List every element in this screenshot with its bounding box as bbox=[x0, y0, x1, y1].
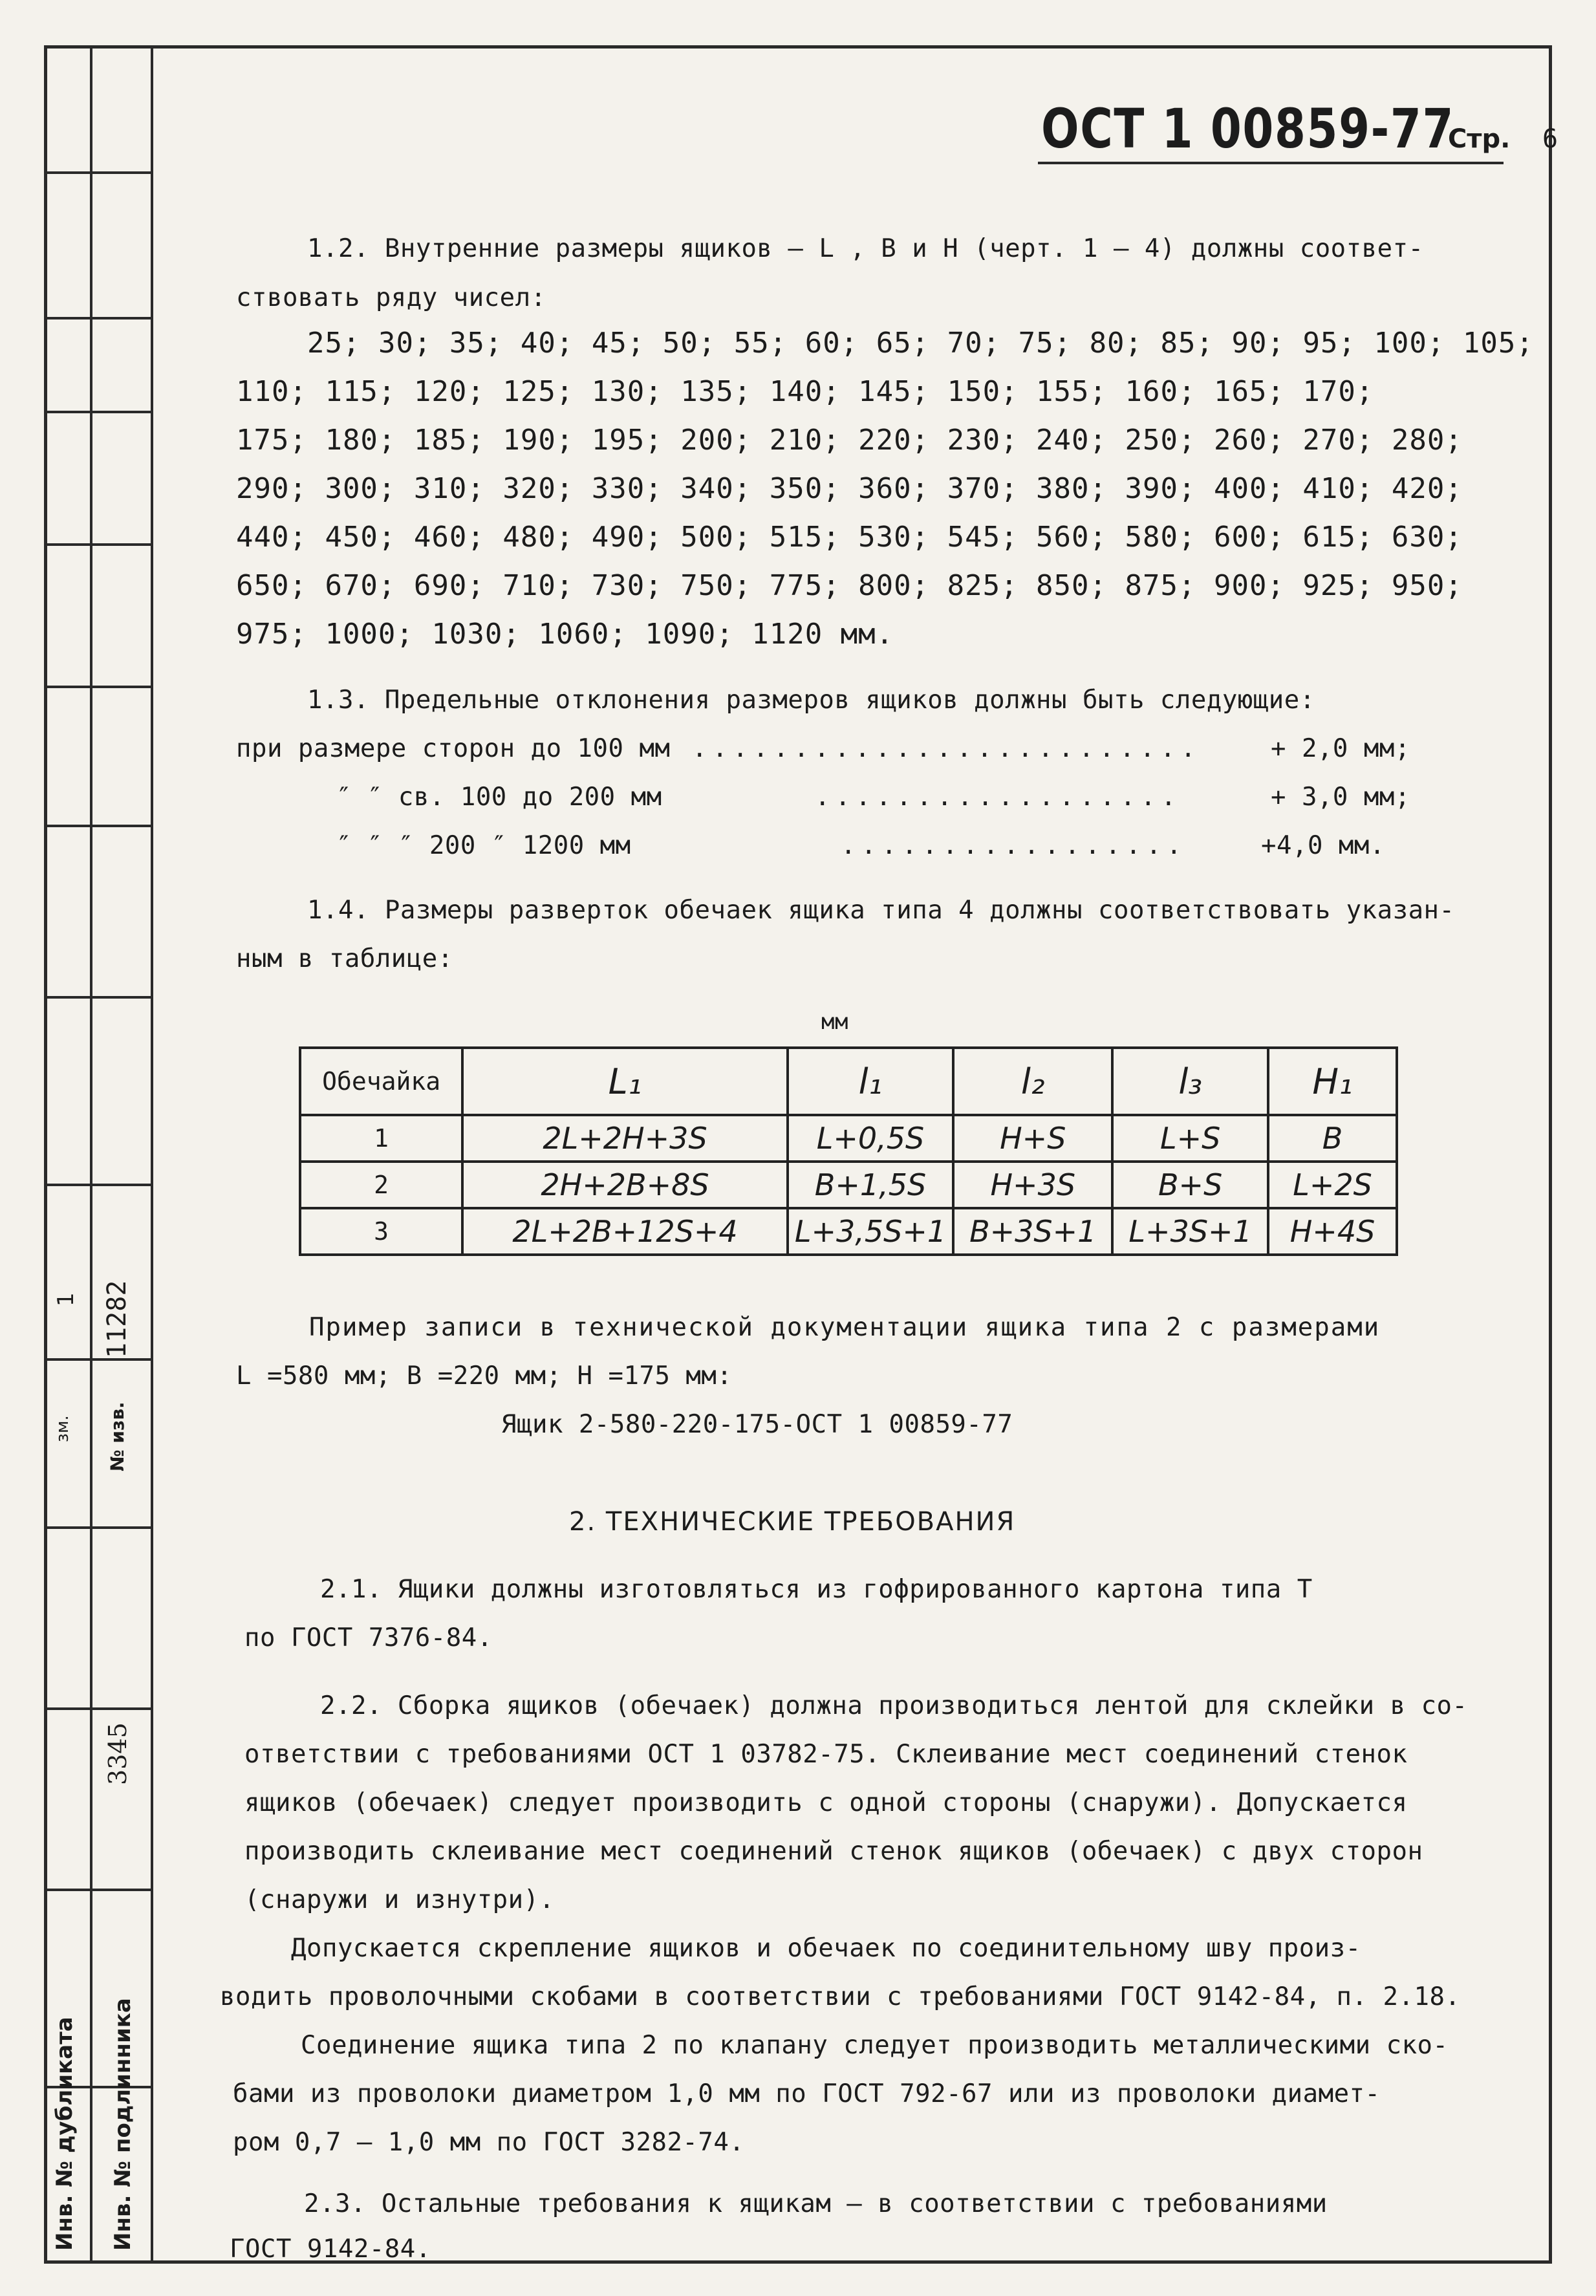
table-cell: 2L+2H+3S bbox=[462, 1115, 788, 1162]
example-line: Пример записи в технической документации ящика типа 2 с размерами bbox=[309, 1313, 1381, 1342]
inv-duplicate-label: Инв. № дубликата bbox=[52, 2017, 78, 2251]
para-2-2-line: ответствии с требованиями ОСТ 1 03782-75. Склеивание мест соединений стенок bbox=[244, 1740, 1408, 1769]
table-cell: 3 bbox=[300, 1208, 462, 1255]
archive-number: 3345 bbox=[103, 1722, 132, 1785]
dot-leader: ......................... bbox=[692, 734, 1201, 763]
para-2-2-line: 2.2. Сборка ящиков (обечаек) должна производиться лентой для склейки в со- bbox=[320, 1691, 1468, 1720]
para-2-2-line: ящиков (обечаек) следует производить с одной стороны (снаружи). Допускается bbox=[244, 1788, 1408, 1817]
page-header bbox=[1041, 97, 1558, 160]
dot-leader: ................. bbox=[841, 831, 1187, 860]
table-unit: мм bbox=[821, 1009, 848, 1035]
dot-leader: .................. bbox=[815, 783, 1181, 812]
table-row bbox=[300, 1162, 1397, 1208]
table-cell: B bbox=[1268, 1115, 1397, 1162]
table-header-cell: Обечайка bbox=[300, 1048, 462, 1115]
para-staple-line: водить проволочными скобами в соответствии с требованиями ГОСТ 9142-84, п. 2.18. bbox=[220, 1982, 1461, 2011]
table-row bbox=[300, 1115, 1397, 1162]
sidebar-divider bbox=[44, 1184, 153, 1186]
table-cell: B+S bbox=[1112, 1162, 1268, 1208]
para-type2-line: ром 0,7 – 1,0 мм по ГОСТ 3282-74. bbox=[233, 2128, 745, 2157]
table-cell: L+S bbox=[1112, 1115, 1268, 1162]
para-2-3-line: 2.3. Остальные требования к ящикам – в соответствии с требованиями bbox=[304, 2189, 1328, 2218]
table-cell: B+1,5S bbox=[788, 1162, 953, 1208]
tolerance-row-2-value: + 3,0 мм; bbox=[1271, 783, 1410, 812]
sidebar-column-2 bbox=[90, 45, 153, 2264]
number-series-line: 175; 180; 185; 190; 195; 200; 210; 220; 230; 240; 250; 260; 270; 280; bbox=[236, 424, 1463, 457]
para-1-4-line: ным в таблице: bbox=[236, 944, 453, 973]
para-type2-line: бами из проволоки диаметром 1,0 мм по ГОСТ 792-67 или из проволоки диамет- bbox=[233, 2079, 1381, 2108]
para-2-1-line: 2.1. Ящики должны изготовляться из гофрированного картона типа Т bbox=[320, 1575, 1313, 1604]
page-label: Стр. bbox=[1447, 124, 1511, 154]
para-2-2-line: (снаружи и изнутри). bbox=[244, 1885, 555, 1914]
table-cell: L+3S+1 bbox=[1112, 1208, 1268, 1255]
header-rule bbox=[1038, 162, 1504, 164]
document-id: ОСТ 1 00859-77 bbox=[1041, 97, 1455, 160]
izv-number: 11282 bbox=[102, 1280, 132, 1358]
table-header-cell: l₃ bbox=[1112, 1048, 1268, 1115]
example-designation: Ящик 2-580-220-175-ОСТ 1 00859-77 bbox=[501, 1410, 1013, 1439]
table-header-row bbox=[300, 1048, 1397, 1115]
para-staple-line: Допускается скрепление ящиков и обечаек по соединительному шву произ- bbox=[291, 1934, 1361, 1963]
sidebar-divider bbox=[44, 686, 153, 688]
section-2-heading: 2. ТЕХНИЧЕСКИЕ ТРЕБОВАНИЯ bbox=[569, 1507, 1016, 1537]
number-series-line: 440; 450; 460; 480; 490; 500; 515; 530; 545; 560; 580; 600; 615; 630; bbox=[236, 521, 1463, 554]
para-1-2-line: ствовать ряду чисел: bbox=[236, 283, 546, 312]
sidebar-divider bbox=[44, 825, 153, 827]
inv-original-label: Инв. № подлинника bbox=[110, 1998, 136, 2251]
table-cell: 2 bbox=[300, 1162, 462, 1208]
number-series-line: 290; 300; 310; 320; 330; 340; 350; 360; 370; 380; 390; 400; 410; 420; bbox=[236, 472, 1463, 505]
sidebar-divider bbox=[44, 1526, 153, 1529]
table-cell: H+4S bbox=[1268, 1208, 1397, 1255]
table-cell: H+3S bbox=[953, 1162, 1112, 1208]
para-1-3-line: 1.3. Предельные отклонения размеров ящиков должны быть следующие: bbox=[307, 686, 1315, 715]
para-2-1-line: по ГОСТ 7376-84. bbox=[244, 1623, 493, 1652]
tolerance-row-1-label: при размере сторон до 100 мм bbox=[236, 734, 671, 763]
table-cell: B+3S+1 bbox=[953, 1208, 1112, 1255]
table-header-cell: l₂ bbox=[953, 1048, 1112, 1115]
number-series-line: 25; 30; 35; 40; 45; 50; 55; 60; 65; 70; 75; 80; 85; 90; 95; 100; 105; bbox=[307, 327, 1534, 360]
example-dimensions: L =580 мм; B =220 мм; H =175 мм: bbox=[236, 1361, 733, 1391]
number-series-line: 650; 670; 690; 710; 730; 750; 775; 800; 825; 850; 875; 900; 925; 950; bbox=[236, 569, 1463, 602]
table-header-cell: H₁ bbox=[1268, 1048, 1397, 1115]
sidebar-divider bbox=[44, 171, 153, 174]
table-cell: 2H+2B+8S bbox=[462, 1162, 788, 1208]
izv-label: № изв. bbox=[107, 1402, 128, 1471]
tolerance-row-3-label: ″ ″ ″ 200 ″ 1200 мм bbox=[336, 831, 631, 860]
tolerance-row-3-value: +4,0 мм. bbox=[1261, 831, 1385, 860]
table-header-cell: l₁ bbox=[788, 1048, 953, 1115]
table-cell: L+0,5S bbox=[788, 1115, 953, 1162]
izm-label: зм. bbox=[53, 1415, 72, 1442]
sidebar-divider bbox=[44, 1707, 153, 1710]
shell-dimensions-table bbox=[299, 1046, 1398, 1256]
sidebar-divider bbox=[44, 317, 153, 319]
para-2-3-line: ГОСТ 9142-84. bbox=[230, 2235, 431, 2264]
sidebar-divider bbox=[44, 1889, 153, 1891]
table-cell: H+S bbox=[953, 1115, 1112, 1162]
para-1-4-line: 1.4. Размеры разверток обечаек ящика типа 4 должны соответствовать указан- bbox=[307, 896, 1455, 925]
sidebar-divider bbox=[44, 1358, 153, 1361]
sidebar-divider bbox=[44, 411, 153, 413]
para-type2-line: Соединение ящика типа 2 по клапану следует производить металлическими ско- bbox=[301, 2031, 1449, 2060]
izm-value: 1 bbox=[53, 1292, 79, 1306]
tolerance-row-2-label: ″ ″ св. 100 до 200 мм bbox=[336, 783, 662, 812]
sidebar-column-1 bbox=[44, 45, 92, 2264]
table-header-cell: L₁ bbox=[462, 1048, 788, 1115]
table-cell: 1 bbox=[300, 1115, 462, 1162]
table-cell: 2L+2B+12S+4 bbox=[462, 1208, 788, 1255]
para-2-2-line: производить склеивание мест соединений стенок ящиков (обечаек) с двух сторон bbox=[244, 1837, 1423, 1866]
page-number: 6 bbox=[1542, 124, 1558, 154]
tolerance-row-1-value: + 2,0 мм; bbox=[1271, 734, 1410, 763]
para-1-2-line: 1.2. Внутренние размеры ящиков – L , В и Н (черт. 1 – 4) должны соответ- bbox=[307, 234, 1424, 263]
number-series-line: 975; 1000; 1030; 1060; 1090; 1120 мм. bbox=[236, 618, 894, 651]
sidebar-divider bbox=[44, 543, 153, 546]
sidebar-divider bbox=[44, 996, 153, 999]
table-row bbox=[300, 1208, 1397, 1255]
number-series-line: 110; 115; 120; 125; 130; 135; 140; 145; 150; 155; 160; 165; 170; bbox=[236, 375, 1374, 408]
table-cell: L+3,5S+1 bbox=[788, 1208, 953, 1255]
table-cell: L+2S bbox=[1268, 1162, 1397, 1208]
